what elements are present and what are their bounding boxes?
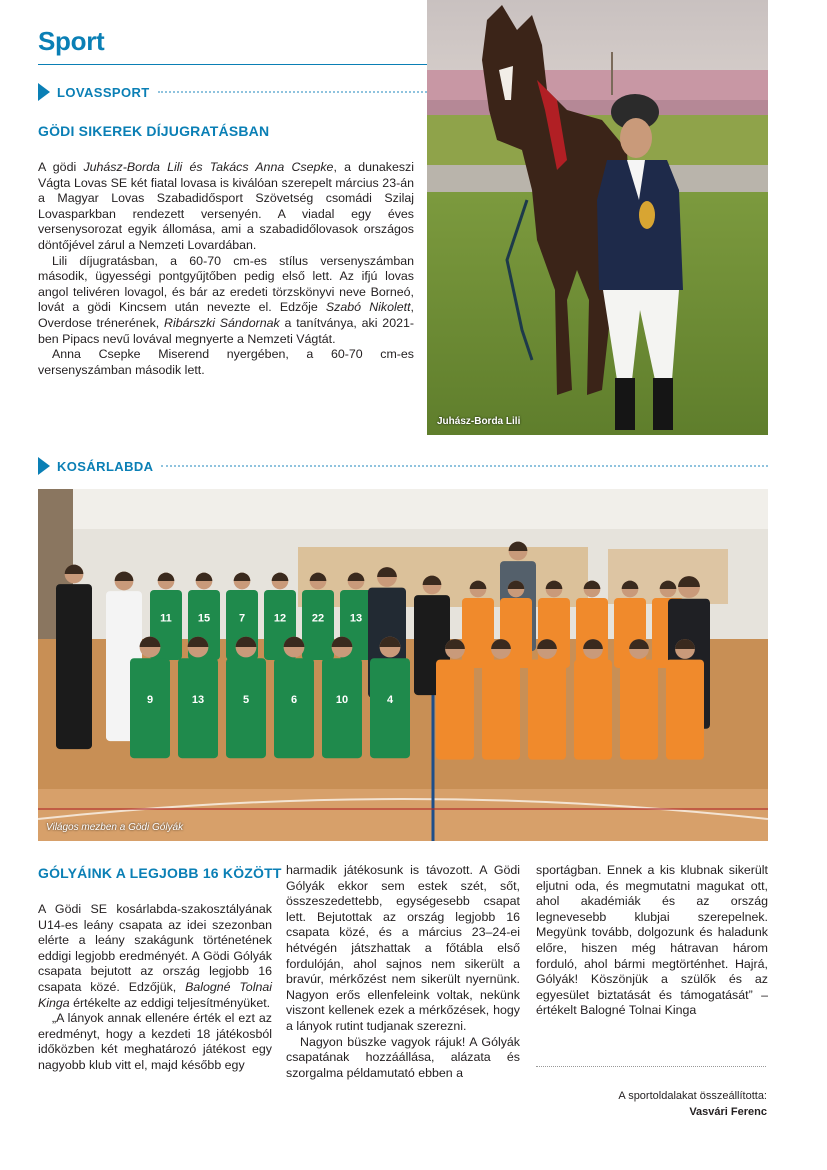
jersey-number: 12 bbox=[273, 612, 287, 625]
category-basketball bbox=[38, 456, 768, 476]
section-title: Sport bbox=[38, 26, 105, 56]
jersey-number: 6 bbox=[290, 694, 298, 707]
jersey-number: 15 bbox=[197, 612, 211, 625]
jersey-number: 9 bbox=[146, 694, 154, 707]
credit bbox=[618, 1088, 767, 1120]
horse-paragraph-1: A gödi Juhász-Borda Lili és Takács Anna Csepke, a dunakeszi Vágta Lovas SE két fiatal lovasa is kiválóan szerepelt március 23-án a Magyar Lovas Szabadidősport Szövetség csomádi Szilaj Lovasparkban rendezett versenyén. A viadal egy éves versenysorozat egyik állomása, ami a szabadidőlovasok országos döntőjével zárul a Nemzeti Lovardában. bbox=[38, 160, 414, 252]
horse-article bbox=[38, 160, 414, 378]
horse-photo-caption: Juhász-Borda Lili bbox=[437, 416, 521, 427]
jersey-number: 10 bbox=[335, 694, 349, 707]
horse-headline: GÖDI SIKEREK DÍJUGRATÁSBAN bbox=[38, 123, 270, 139]
basketball-headline: GÓLYÁINK A LEGJOBB 16 KÖZÖTT bbox=[38, 865, 282, 881]
jersey-number: 4 bbox=[386, 694, 394, 707]
horse-paragraph-2: Lili díjugratásban, a 60-70 cm-es stílus versenyszámban második, ügyességi pontgyűjtőben pedig első lett. Az ifjú lovas angol telivéren lovagol, és bár az eredeti törzskönyvi neve Borneó, lovát a gödi Kincsem után nevezte el. Edzője Szabó Nikolett, Overdose trénerének, Ribárszki Sándornak a tanítványa, aki 2021-ben Pipacs nevű lovával megnyerte a Nemzeti Vágtát. bbox=[38, 253, 414, 346]
jersey-number: 11 bbox=[160, 612, 172, 625]
horse-paragraph-3: Anna Csepke Miserend nyergében, a 60-70 cm-es versenyszámban második lett. bbox=[38, 347, 414, 377]
basketball-column-1 bbox=[38, 902, 272, 1074]
category-arrow-icon bbox=[38, 83, 50, 101]
basketball-column-3 bbox=[536, 863, 768, 1019]
title-rule bbox=[38, 64, 427, 65]
category-arrow-icon bbox=[38, 457, 50, 475]
horse-photo bbox=[427, 0, 768, 435]
category-dots bbox=[158, 91, 427, 93]
team-photo-caption: Világos mezben a Gödi Gólyák bbox=[46, 822, 184, 833]
jersey-number: 7 bbox=[238, 612, 246, 625]
credit-rule bbox=[536, 1066, 766, 1067]
category-label: KOSÁRLABDA bbox=[57, 458, 154, 474]
basketball-paragraph-1: A Gödi SE kosárlabda-szakosztályának U14-es leány csapata az idei szezonban elérte a leány szakágunk történetének eddigi legjobb eredményét. A Gödi Gólyák csapata bejutott az ország legjobb 16 csapata közé. Edzőjük, Balogné Tolnai Kinga értékelte az eddigi teljesítményüket. bbox=[38, 902, 272, 1010]
jersey-number: 13 bbox=[191, 694, 205, 707]
basketball-column-2 bbox=[286, 863, 520, 1081]
basketball-paragraph-4: Nagyon büszke vagyok rájuk! A Gólyák csapatának hozzáállása, alázata és szorgalma példamutató ebben a bbox=[286, 1034, 520, 1080]
jersey-number: 13 bbox=[349, 612, 363, 625]
basketball-paragraph-2: „A lányok annak ellenére érték el ezt az eredményt, hogy a kezdeti 18 játékosból időközben két meghatározó játékost egy nagyobb klub vitt el, majd később egy bbox=[38, 1011, 272, 1072]
credit-name: Vasvári Ferenc bbox=[689, 1106, 767, 1118]
category-horse bbox=[38, 82, 427, 102]
basketball-paragraph-3: harmadik játékosunk is távozott. A Gödi Gólyák ekkor sem estek szét, sőt, összeszedettebb, egységesebb csapat lett. Bejutottak az ország legjobb 16 csapata közé, és a március 23–24-ei hétvégén játszhattak a főtábla első fordulóján, ahol sajnos nem sikerült a bravúr, mérkőzést nem sikerült nyernünk. Nagyon erős ellenfeleink voltak, nekünk viszont kellenek ezek a mérkőzések, hogy a lányok rutint tudjanak szerezni. bbox=[286, 863, 520, 1033]
basketball-paragraph-5: sportágban. Ennek a kis klubnak sikerült eljutni oda, és megmutatni magukat ott, ahol akadémiák és az ország legnevesebb klubjai szerepelnek. Megyünk tovább, dolgozunk és haladunk előre, hiszen még hátravan három forduló, ahol bármi megtörténhet. Hajrá, Gólyák! Köszönjük a szülők és az egyesület biztatását és támogatását” – értékelt Balogné Tolnai Kinga bbox=[536, 863, 768, 1018]
credit-label: A sportoldalakat összeállította: bbox=[618, 1090, 767, 1102]
jersey-number: 22 bbox=[311, 612, 325, 625]
coach-figure bbox=[56, 565, 92, 749]
team-photo bbox=[38, 489, 768, 841]
category-dots bbox=[161, 465, 768, 467]
category-label: LOVASSPORT bbox=[57, 84, 150, 100]
jersey-number: 5 bbox=[242, 694, 250, 707]
